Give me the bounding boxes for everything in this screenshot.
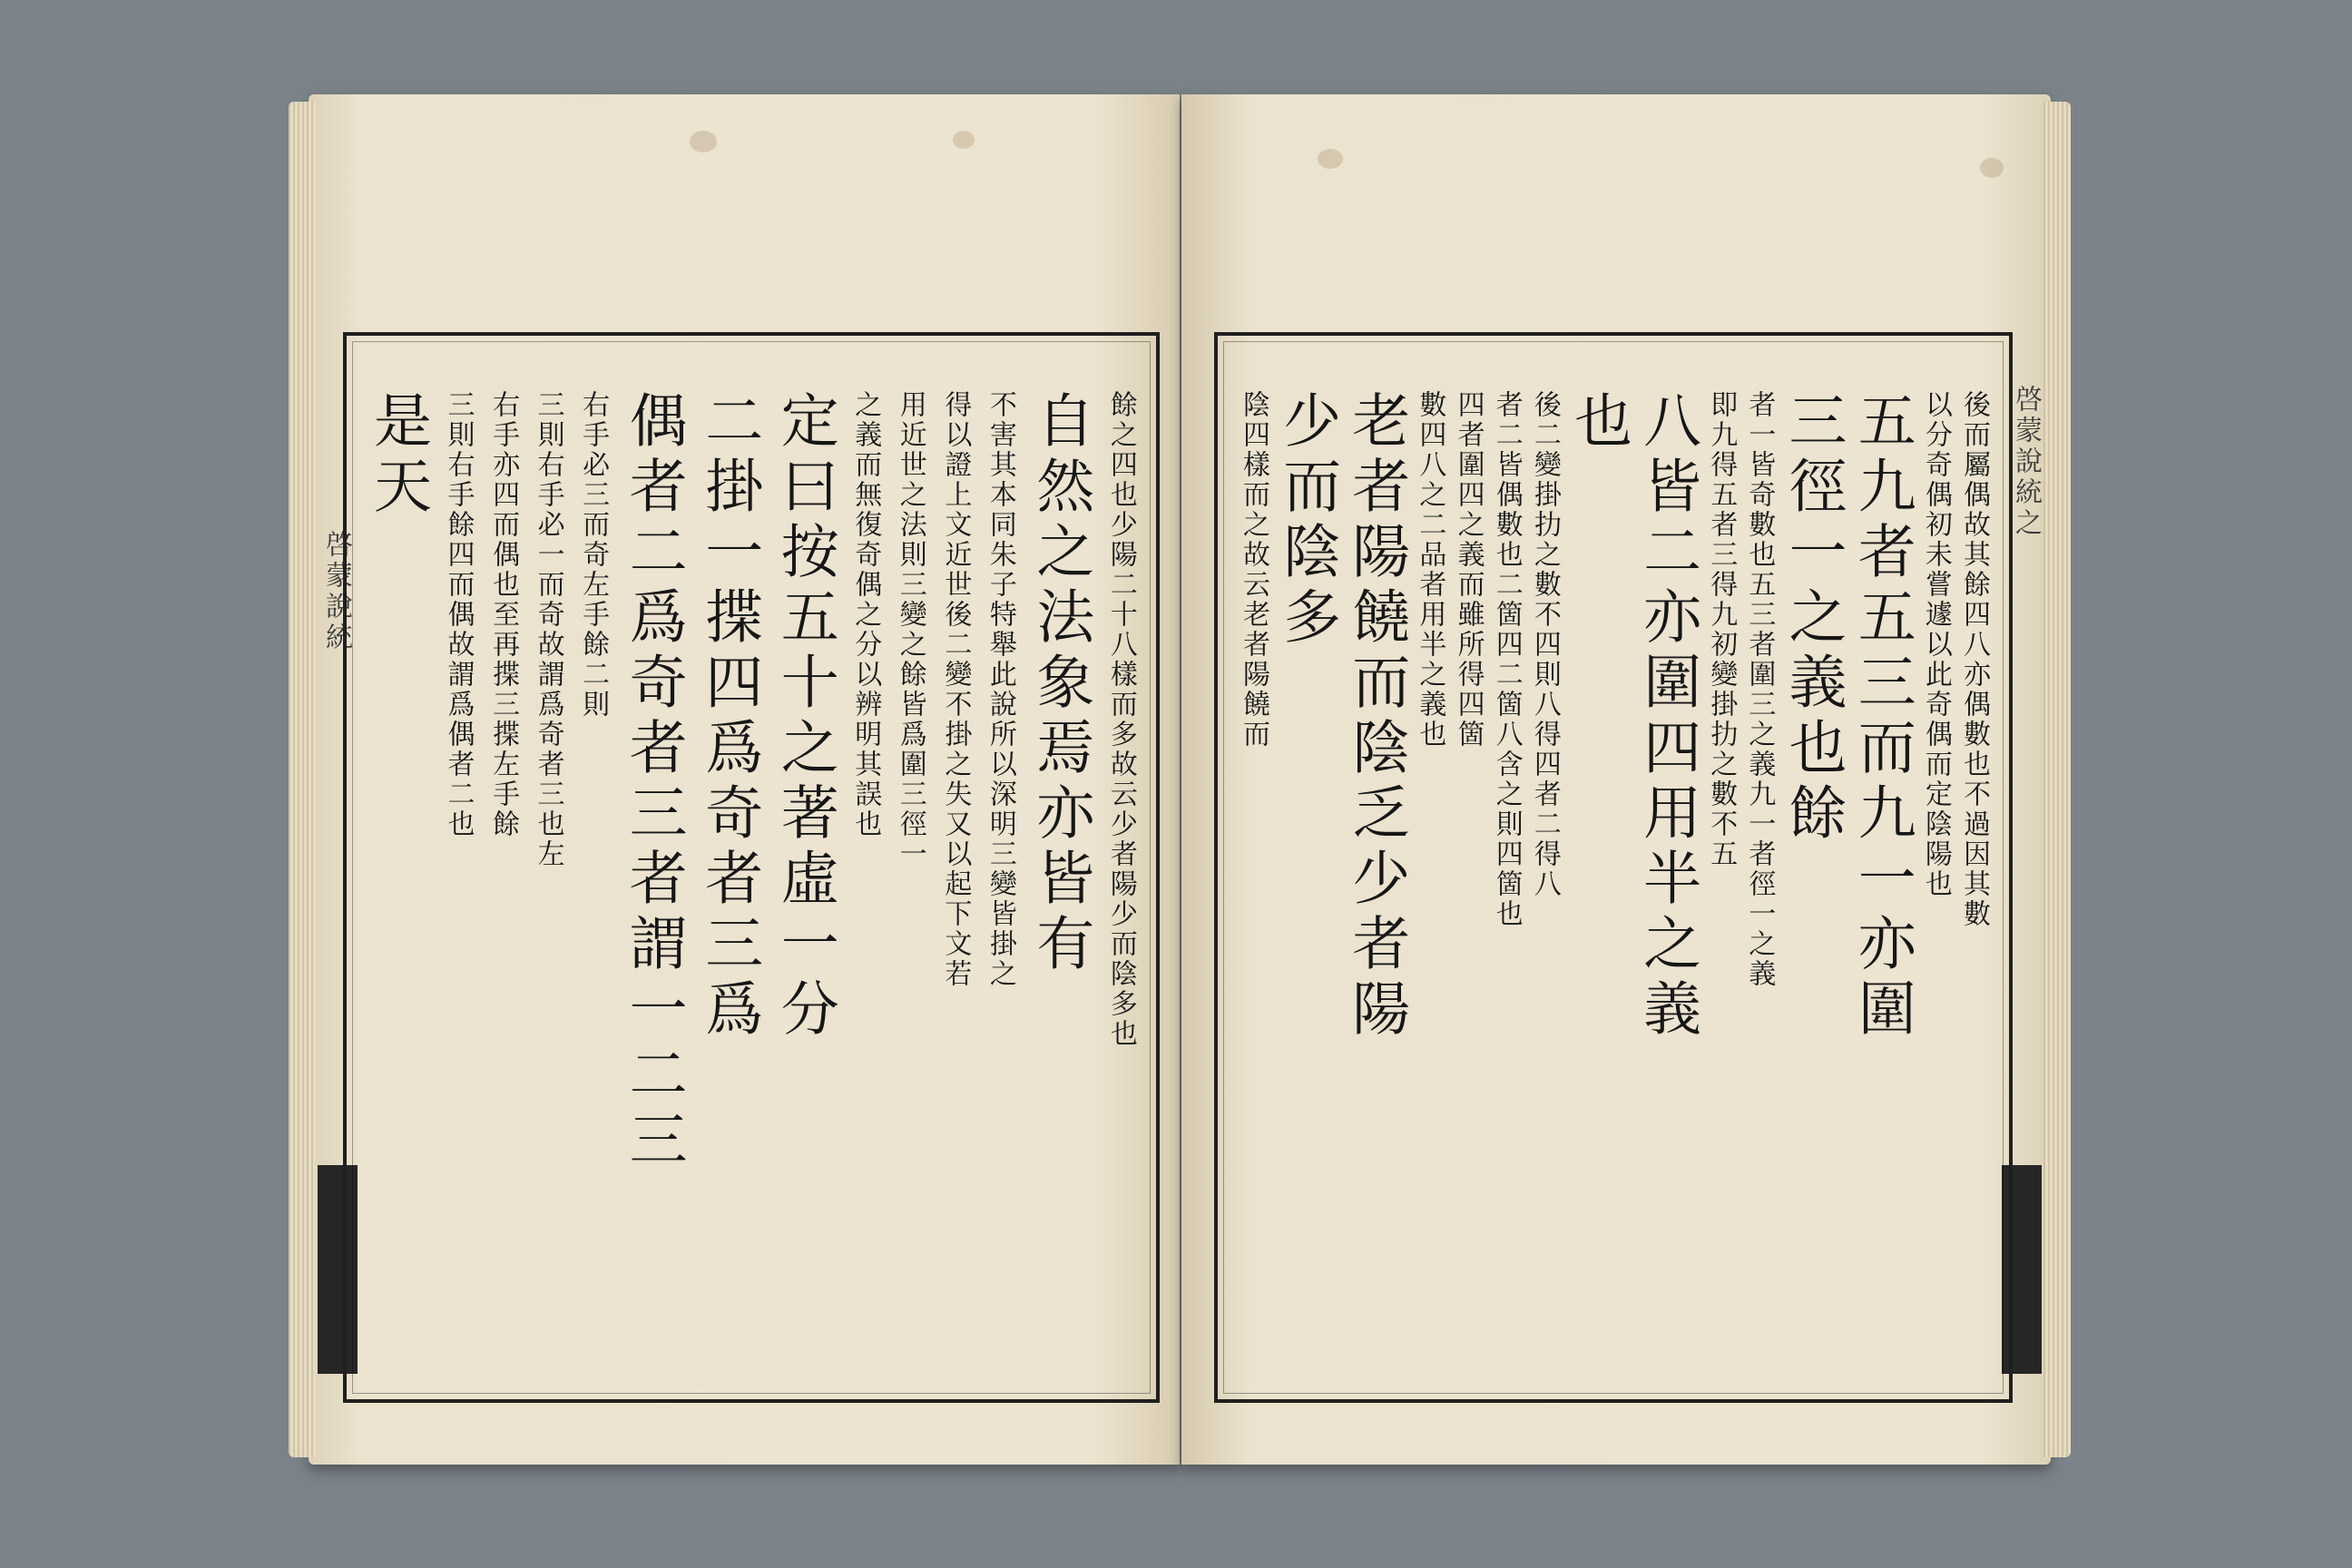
text-column: 右手必三而奇左手餘二則: [577, 390, 610, 720]
page-edges: [2043, 102, 2071, 1457]
text-column: 定曰按五十之著虛一分: [770, 390, 838, 1044]
text-column: 以分奇偶初未嘗遽以此奇偶而定陰陽也: [1919, 390, 1952, 899]
text-column: 偶者二爲奇者三者謂一二三: [619, 390, 687, 1174]
text-column: 是天: [364, 390, 431, 521]
right-text-frame: [1214, 332, 2013, 1403]
text-column: 者一皆奇數也五三者圍三之義九一者徑一之義: [1743, 390, 1776, 989]
right-margin-title: 啓蒙說統之: [2010, 385, 2042, 539]
left-margin-title: 啓蒙說統: [320, 530, 352, 653]
text-column: 自然之法象焉亦皆有: [1026, 390, 1094, 978]
text-column: 三則右手餘四而偶故謂爲偶者二也: [442, 390, 475, 839]
left-text-frame: [343, 332, 1160, 1403]
text-column: 即九得五者三得九初變掛扐之數不五: [1705, 390, 1738, 869]
page-edges: [289, 102, 316, 1457]
text-column: 右手亦四而偶也至再揲三揲左手餘: [487, 390, 520, 839]
left-columns: [364, 390, 1137, 1381]
text-column: 餘之四也少陽二十八樣而多故云少者陽少而陰多也: [1104, 390, 1137, 1049]
text-column: 四者圍四之義而雖所得四箇: [1452, 390, 1485, 750]
paper-stain: [953, 131, 975, 149]
text-column: 老者陽饒而陰乏少者陽: [1342, 390, 1410, 1044]
right-columns: [1238, 390, 1990, 1381]
paper-stain: [1980, 158, 2004, 178]
text-column: 也: [1563, 390, 1632, 456]
text-column: 陰四樣而之故云老者陽饒而: [1238, 390, 1269, 750]
left-page: [309, 94, 1180, 1465]
text-column: 用近世之法則三變之餘皆爲圍三徑一: [894, 390, 926, 869]
text-column: 五九者五三而九一亦圍: [1847, 390, 1916, 1044]
text-column: 後而屬偶故其餘四八亦偶數也不過因其數: [1957, 390, 1990, 929]
text-column: 者二皆偶數也二箇四二箇八含之則四箇也: [1490, 390, 1523, 929]
paper-stain: [1318, 149, 1343, 169]
paper-stain: [690, 131, 717, 152]
text-column: 不害其本同朱子特舉此說所以深明三變皆掛之: [984, 390, 1016, 989]
text-column: 八皆二亦圍四用半之義: [1633, 390, 1701, 1044]
text-column: 三則右手必一而奇故謂爲奇者三也左: [532, 390, 564, 869]
text-column: 二掛一揲四爲奇者三爲: [695, 390, 763, 1044]
text-column: 少而陰多: [1273, 390, 1341, 652]
text-column: 後二變掛扐之數不四則八得四者二得八: [1528, 390, 1561, 899]
text-column: 之義而無復奇偶之分以辨明其誤也: [849, 390, 882, 839]
text-column: 得以證上文近世後二變不掛之失又以起下文若: [939, 390, 972, 989]
open-book: [309, 94, 2051, 1465]
text-column: 三徑一之義也餘: [1779, 390, 1847, 848]
text-column: 數四八之二品者用半之義也: [1414, 390, 1446, 750]
right-page: [1181, 94, 2051, 1465]
